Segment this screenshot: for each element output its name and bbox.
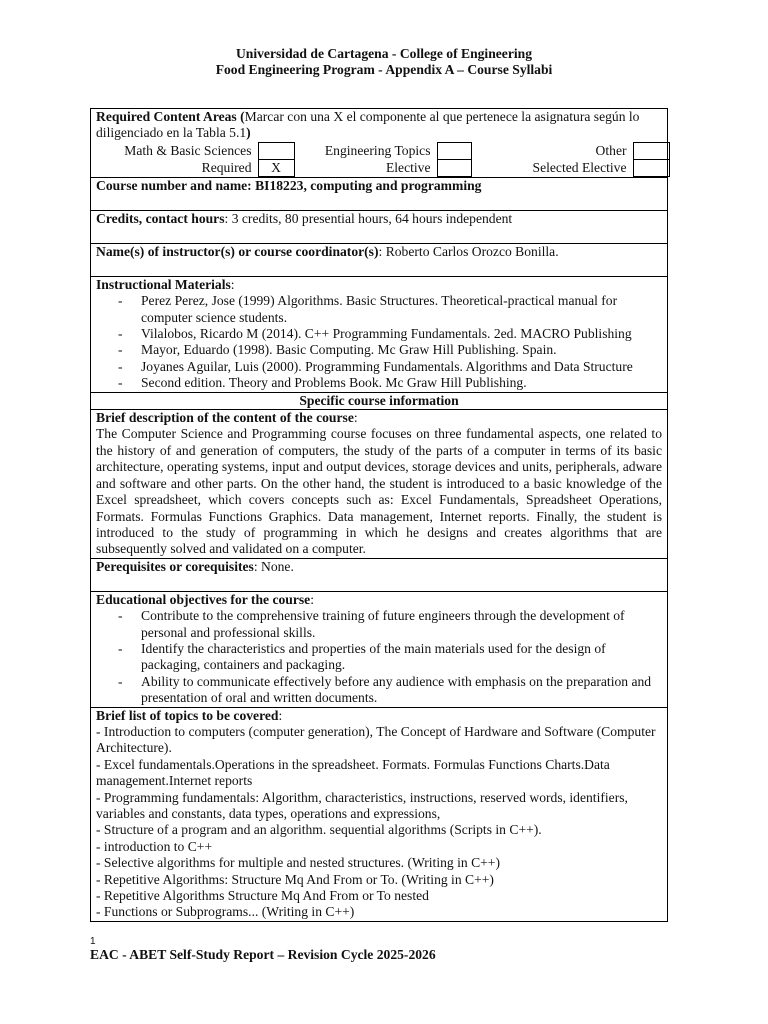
prerequisites-row	[91, 558, 668, 591]
course-row	[91, 177, 668, 210]
required-areas-label: Required Content Areas (	[96, 109, 245, 124]
topics-label: Brief list of topics to be covered	[96, 707, 279, 723]
topic-item: - introduction to C++	[96, 838, 213, 854]
materials-list	[96, 293, 662, 391]
footer-text: EAC - ABET Self-Study Report – Revision Cycle 2025-2026	[90, 947, 436, 962]
description-colon: :	[353, 410, 358, 426]
objectives-row	[91, 591, 668, 707]
list-item: - Joyanes Aguilar, Luis (2000). Programming Fundamentals. Algorithms and Data Structure	[96, 359, 662, 375]
required-areas-row	[91, 109, 668, 178]
credits-value: : 3 credits, 80 presential hours, 64 hours independent	[224, 210, 513, 226]
elective-checkbox[interactable]	[437, 159, 471, 176]
topics-row	[91, 707, 668, 921]
header-line-2: Food Engineering Program - Appendix A – Course Syllabi	[215, 62, 553, 77]
topics-colon: :	[278, 707, 283, 723]
content-area-grid	[91, 142, 670, 177]
list-item: - Vilalobos, Ricardo M (2014). C++ Programming Fundamentals. 2ed. MACRO Publishing	[96, 326, 662, 342]
list-item: - Second edition. Theory and Problems Book. Mc Graw Hill Publishing.	[96, 375, 662, 391]
elective-label: Elective	[385, 159, 431, 175]
materials-colon: :	[230, 276, 235, 292]
materials-label: Instructional Materials	[96, 276, 231, 292]
materials-row	[91, 276, 668, 392]
topic-item: - Repetitive Algorithms: Structure Mq And From or To. (Writing in C++)	[96, 871, 494, 887]
page-number: 1	[90, 936, 96, 947]
engineering-topics-label: Engineering Topics	[324, 142, 431, 158]
header-line-1: Universidad de Cartagena - College of Engineering	[235, 46, 533, 61]
topic-item: - Introduction to computers (computer generation), The Concept of Hardware and Software (Computer Architecture).	[96, 723, 656, 756]
topic-item: - Excel fundamentals.Operations in the spreadsheet. Formats. Formulas Functions Charts.Data management.Internet reports	[96, 756, 610, 789]
description-text: The Computer Science and Programming course focuses on three fundamental aspects, one related to the history of and generation of computers, the study of the parts of a computer in terms of its basic architecture, operating systems, input and output devices, storage devices and units, peripherals, adware and software and other parts. On the other hand, the student is introduced to a basic knowledge of the Excel spreadsheet, which covers concepts such as: Excel Fundamentals, Spreadsheet Operations, Formats. Formulas Functions Graphics. Data management, Internet reports. Finally, the student is introduced to the study of programming in which he designs and creates algorithms that are subsequently solved and validated on a computer.	[96, 426, 662, 557]
description-label: Brief description of the content of the course	[96, 410, 354, 426]
required-areas-text	[96, 109, 662, 142]
topic-item: - Functions or Subprograms... (Writing in C++)	[96, 904, 355, 920]
required-areas-close: )	[246, 125, 251, 141]
specific-info-heading: Specific course information	[91, 392, 668, 409]
selected-elective-label: Selected Elective	[532, 159, 627, 175]
topic-item: - Programming fundamentals: Algorithm, characteristics, instructions, reserved words, identifiers, variables and constants, data types, operations and expressions,	[96, 789, 628, 821]
specific-info-row	[91, 392, 668, 409]
required-label: Required	[201, 159, 252, 175]
objectives-colon: :	[310, 591, 314, 607]
course-number-name: Course number and name: BI18223, computing and programming	[96, 177, 482, 193]
prerequisites-value: : None.	[253, 558, 294, 574]
objectives-list	[96, 608, 662, 706]
topic-item: - Selective algorithms for multiple and nested structures. (Writing in C++)	[96, 855, 501, 871]
engineering-topics-checkbox[interactable]	[437, 142, 471, 159]
syllabus-table	[90, 108, 668, 922]
instructor-label: Name(s) of instructor(s) or course coordinator(s)	[96, 243, 379, 259]
required-areas-instruction: Marcar con una X el componente al que pertenece la asignatura según lo diligenciado en la Tabla 5.1	[96, 109, 640, 141]
topic-item: - Repetitive Algorithms Structure Mq And From or To nested	[96, 888, 429, 904]
required-checkbox[interactable]: X	[258, 159, 294, 176]
other-checkbox[interactable]	[633, 142, 669, 159]
prerequisites-label: Perequisites or corequisites	[96, 558, 254, 574]
credits-label: Credits, contact hours	[96, 210, 225, 226]
instructor-row	[91, 243, 668, 276]
other-label: Other	[595, 142, 627, 158]
description-row	[91, 410, 668, 559]
objectives-label: Educational objectives for the course	[96, 591, 311, 607]
list-item: - Identify the characteristics and properties of the main materials used for the design of packaging, containers and packaging.	[96, 641, 662, 674]
list-item: - Contribute to the comprehensive training of future engineers through the development of personal and professional skills.	[96, 608, 662, 641]
credits-row	[91, 210, 668, 243]
instructor-value: : Roberto Carlos Orozco Bonilla.	[378, 243, 559, 259]
list-item: - Perez Perez, Jose (1999) Algorithms. Basic Structures. Theoretical-practical manual for computer science students.	[96, 293, 662, 326]
list-item: - Mayor, Eduardo (1998). Basic Computing. Mc Graw Hill Publishing. Spain.	[96, 342, 662, 358]
topic-item: - Structure of a program and an algorithm. sequential algorithms (Scripts in C++).	[96, 822, 542, 838]
math-label: Math & Basic Sciences	[124, 142, 252, 158]
selected-elective-checkbox[interactable]	[633, 159, 669, 176]
list-item: - Ability to communicate effectively before any audience with emphasis on the preparation and presentation of oral and written documents.	[96, 674, 662, 707]
math-checkbox[interactable]	[258, 142, 294, 159]
